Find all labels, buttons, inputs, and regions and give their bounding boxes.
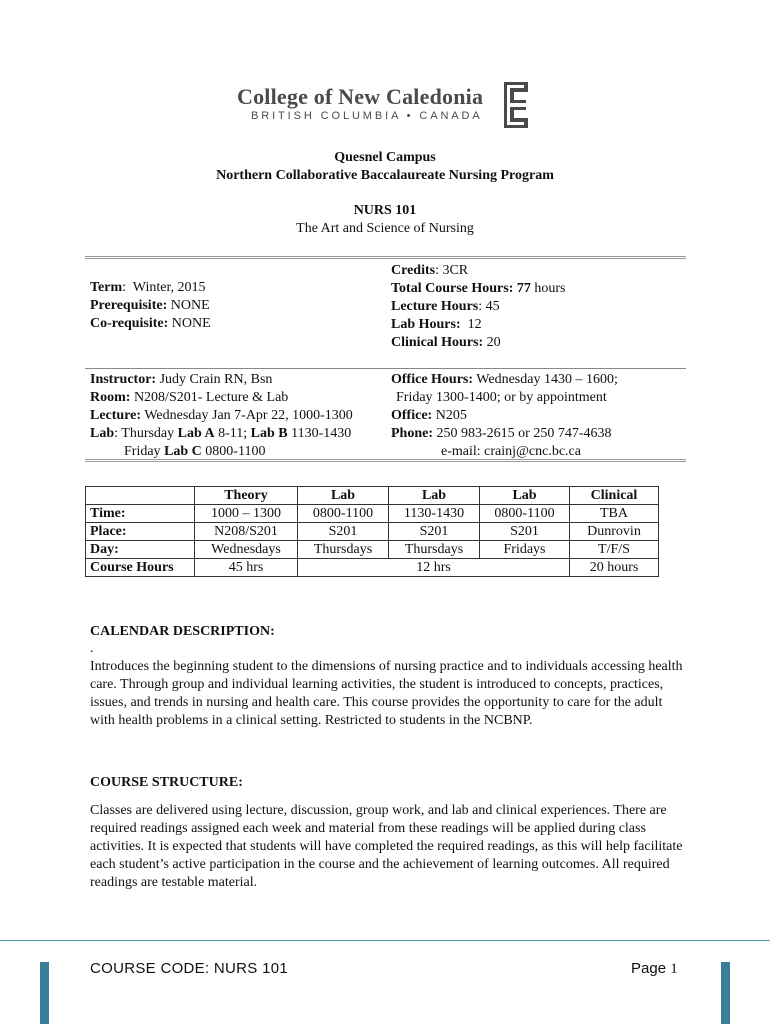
divider	[85, 368, 686, 369]
table-header-cell: Lab	[480, 487, 570, 505]
phone-line: Phone: 250 983-2615 or 250 747-4638	[391, 426, 612, 441]
table-row	[86, 523, 659, 541]
table-cell: Dunrovin	[570, 523, 659, 541]
table-cell: Wednesdays	[195, 541, 298, 559]
table-cell: Thursdays	[389, 541, 480, 559]
table-row	[86, 541, 659, 559]
table-cell: 45 hrs	[195, 559, 298, 577]
office-hours-line: Office Hours: Wednesday 1430 – 1600;	[391, 372, 618, 387]
calendar-dot: .	[90, 641, 94, 656]
table-cell: S201	[480, 523, 570, 541]
course-code-title: NURS 101	[353, 203, 417, 218]
table-header-cell: Theory	[195, 487, 298, 505]
table-header-cell: Lab	[298, 487, 389, 505]
office-line: Office: N205	[391, 408, 467, 423]
table-cell: S201	[389, 523, 480, 541]
room-line: Room: N208/S201- Lecture & Lab	[90, 390, 289, 405]
course-name: The Art and Science of Nursing	[296, 221, 474, 236]
lecture-hours-line: Lecture Hours: 45	[391, 299, 500, 314]
lecture-line: Lecture: Wednesday Jan 7-Apr 22, 1000-1300	[90, 408, 353, 423]
table-cell: 1000 – 1300	[195, 505, 298, 523]
corequisite-line: Co-requisite: NONE	[90, 316, 211, 331]
table-cell: 12 hrs	[298, 559, 570, 577]
divider	[85, 256, 686, 259]
footer-bar-right	[721, 962, 730, 1024]
row-label: Course Hours	[86, 559, 195, 577]
lab-c-line: Friday Lab C 0800-1100	[124, 444, 266, 459]
table-cell: TBA	[570, 505, 659, 523]
table-cell: 0800-1100	[480, 505, 570, 523]
table-cell: Thursdays	[298, 541, 389, 559]
course-structure-text: Classes are delivered using lecture, discussion, group work, and lab and clinical experiences. There are required readings assigned each week and material from these readings will be applied during class activities. It is expected that students will have completed the required readings, as this will help facilitate each student’s active participation in the course and the achievement of learning outcomes. All required readings are testable material.	[90, 803, 683, 890]
office-hours-line-2: Friday 1300-1400; or by appointment	[396, 390, 607, 405]
college-logo-name: College of New Caledonia	[237, 84, 484, 109]
table-header-cell: Clinical	[570, 487, 659, 505]
row-label: Time:	[86, 505, 195, 523]
college-logo-subtitle: BRITISH COLUMBIA • CANADA	[251, 110, 483, 122]
table-row	[86, 559, 659, 577]
term-line: Term: Winter, 2015	[90, 280, 206, 295]
table-cell: S201	[298, 523, 389, 541]
total-hours-line: Total Course Hours: 77 hours	[391, 281, 566, 296]
footer-page-number: Page 1	[631, 960, 678, 977]
clinical-hours-line: Clinical Hours: 20	[391, 335, 501, 350]
college-logo-icon	[500, 80, 534, 130]
footer-divider	[0, 940, 770, 941]
course-structure-heading: COURSE STRUCTURE:	[90, 775, 243, 790]
lab-line: Lab: Thursday Lab A 8-11; Lab B 1130-1430	[90, 426, 352, 441]
row-label: Day:	[86, 541, 195, 559]
table-cell: T/F/S	[570, 541, 659, 559]
email-link[interactable]: e-mail: crainj@cnc.bc.ca	[441, 444, 581, 459]
table-cell: 0800-1100	[298, 505, 389, 523]
table-cell	[86, 487, 195, 505]
footer-bar-left	[40, 962, 49, 1024]
lab-hours-line: Lab Hours: 12	[391, 317, 482, 332]
table-cell: Fridays	[480, 541, 570, 559]
divider	[85, 459, 686, 462]
table-header-cell: Lab	[389, 487, 480, 505]
credits-line: Credits: 3CR	[391, 263, 469, 278]
campus-title: Quesnel Campus	[334, 150, 436, 165]
table-cell: N208/S201	[195, 523, 298, 541]
table-cell: 20 hours	[570, 559, 659, 577]
instructor-line: Instructor: Judy Crain RN, Bsn	[90, 372, 273, 387]
program-title: Northern Collaborative Baccalaureate Nursing Program	[216, 168, 554, 183]
schedule-table	[85, 486, 659, 577]
row-label: Place:	[86, 523, 195, 541]
calendar-description-text: Introduces the beginning student to the dimensions of nursing practice and to individuals accessing health care. Through group and individual learning activities, the student is introduced to concepts, practices, issues, and trends in nursing and health care. This course provides the opportunity to care for the adult with health problems in a clinical setting. Restricted to students in the NCBNP.	[90, 659, 683, 728]
table-cell: 1130-1430	[389, 505, 480, 523]
table-header-row	[86, 487, 659, 505]
prerequisite-line: Prerequisite: NONE	[90, 298, 210, 313]
calendar-description-heading: CALENDAR DESCRIPTION:	[90, 624, 275, 639]
footer-course-code: COURSE CODE: NURS 101	[90, 960, 289, 977]
table-row	[86, 505, 659, 523]
